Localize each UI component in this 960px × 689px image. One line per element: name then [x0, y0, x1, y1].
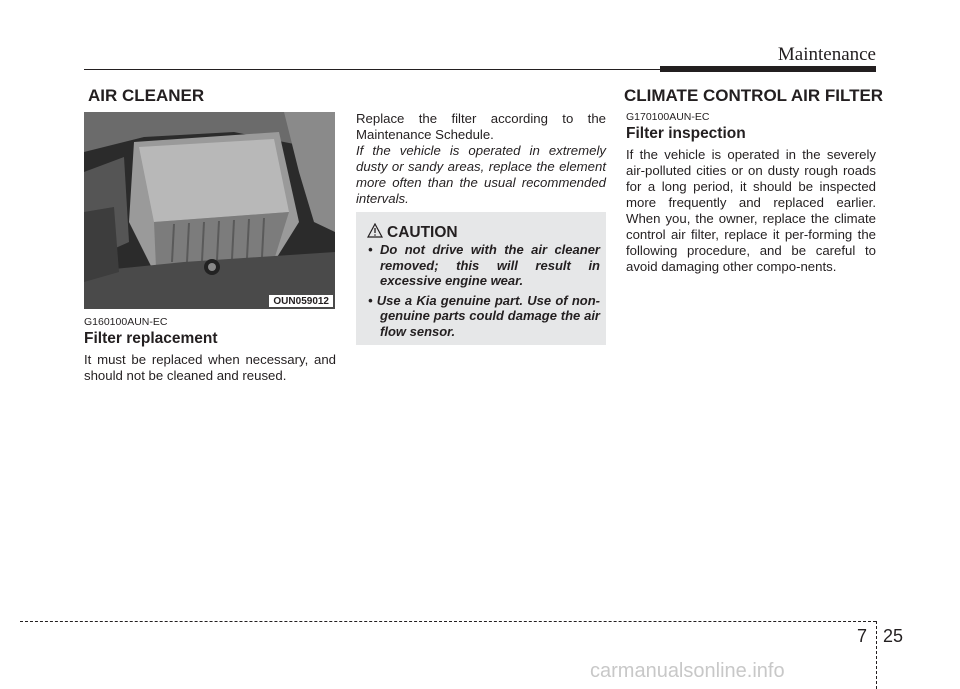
chapter-number: 7 [857, 626, 868, 646]
caution-item: • Do not drive with the air cleaner removed; this will result in excessive engine wear. [368, 242, 600, 288]
climate-filter-heading: CLIMATE CONTROL AIR FILTER [624, 86, 884, 105]
footer-divider [876, 621, 877, 689]
engine-bay-photo [84, 112, 335, 309]
air-cleaner-heading: AIR CLEANER [88, 86, 205, 105]
section-code: G170100AUN-EC [626, 111, 710, 123]
replace-schedule-text: Replace the filter according to the Maintenance Schedule. [356, 111, 606, 142]
header-bar [660, 66, 876, 72]
filter-replacement-text: It must be replaced when necessary, and should not be cleaned and reused. [84, 352, 336, 383]
section-code: G160100AUN-EC [84, 316, 168, 328]
filter-replacement-heading: Filter replacement [84, 330, 218, 347]
footer-rule [20, 621, 876, 622]
header-rule [84, 69, 660, 70]
air-cleaner-illustration [84, 112, 335, 309]
caution-list [368, 242, 600, 343]
caution-title: CAUTION [387, 224, 458, 241]
warning-triangle-icon [367, 223, 383, 238]
page-number: 25 [883, 626, 904, 646]
dusty-area-note: If the vehicle is operated in extremely dusty or sandy areas, replace the element more often than the usual recommended intervals. [356, 143, 606, 206]
photo-label: OUN059012 [269, 295, 333, 307]
filter-inspection-text: If the vehicle is operated in the severely air-polluted cities or on dusty rough roads for a long period, it should be inspected more frequently and replaced earlier. When you, the owner, replace the climate control air filter, replace it per-forming the following procedure, and be careful to avoid damaging other compo-nents. [626, 147, 876, 274]
caution-box [356, 212, 606, 345]
filter-inspection-heading: Filter inspection [626, 125, 746, 142]
watermark: carmanualsonline.info [590, 660, 785, 682]
section-title: Maintenance [777, 44, 876, 65]
caution-item: • Use a Kia genuine part. Use of non-genuine parts could damage the air flow sensor. [368, 292, 600, 339]
